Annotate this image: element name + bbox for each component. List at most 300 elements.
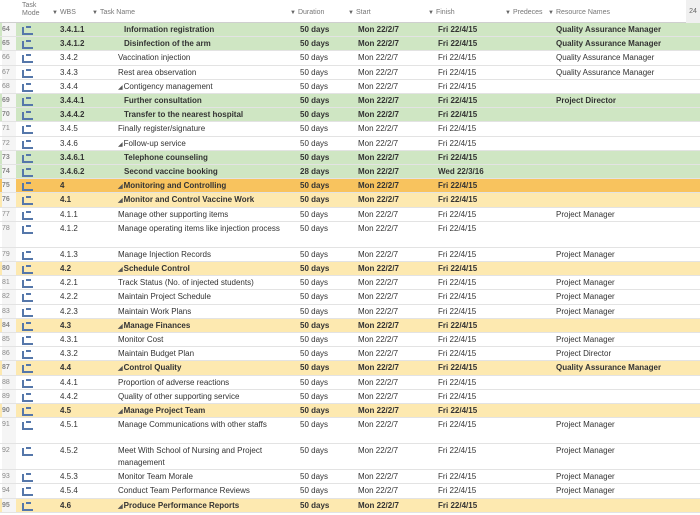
start-cell[interactable] — [358, 470, 428, 484]
wbs-cell[interactable] — [60, 404, 115, 418]
duration-cell-text: 50 days — [300, 264, 330, 273]
start-cell[interactable] — [358, 404, 428, 418]
collapse-triangle-icon[interactable]: ◢ — [118, 84, 123, 91]
start-cell[interactable] — [358, 390, 428, 404]
task-name-cell[interactable] — [118, 390, 288, 404]
start-cell[interactable] — [358, 80, 428, 94]
header-predecessors[interactable]: ▼ Predeces — [505, 9, 543, 16]
row-number[interactable] — [2, 80, 16, 93]
finish-cell[interactable] — [438, 499, 508, 513]
wbs-cell[interactable] — [60, 94, 115, 108]
table-row[interactable] — [0, 404, 700, 418]
duration-cell[interactable] — [300, 193, 350, 207]
resource-names-cell[interactable] — [556, 208, 696, 222]
duration-cell[interactable] — [300, 222, 350, 236]
wbs-cell[interactable] — [60, 37, 115, 51]
start-cell[interactable] — [358, 137, 428, 151]
task-name-cell[interactable] — [118, 193, 288, 209]
start-cell[interactable] — [358, 222, 428, 236]
finish-cell[interactable] — [438, 470, 508, 484]
finish-cell[interactable] — [438, 108, 508, 122]
finish-cell[interactable] — [438, 80, 508, 94]
start-cell-text: Mon 22/2/7 — [358, 264, 399, 273]
start-cell[interactable] — [358, 333, 428, 347]
finish-cell[interactable] — [438, 66, 508, 80]
duration-cell[interactable] — [300, 165, 350, 179]
resource-names-cell[interactable] — [556, 347, 696, 361]
header-finish[interactable]: ▼ Finish — [428, 9, 455, 16]
start-cell[interactable] — [358, 376, 428, 390]
resource-names-cell[interactable] — [556, 290, 696, 304]
collapse-triangle-icon[interactable]: ◢ — [118, 198, 123, 205]
duration-cell-text: 50 days — [300, 209, 329, 219]
start-cell[interactable] — [358, 290, 428, 304]
wbs-cell[interactable] — [60, 108, 115, 122]
start-cell[interactable] — [358, 418, 428, 432]
row-number[interactable] — [2, 319, 16, 332]
finish-cell[interactable] — [438, 333, 508, 347]
resource-names-cell[interactable] — [556, 248, 696, 262]
resource-names-cell[interactable] — [556, 444, 696, 458]
resource-names-cell[interactable] — [556, 305, 696, 319]
start-cell[interactable] — [358, 444, 428, 458]
task-name-cell[interactable] — [118, 499, 288, 515]
resource-names-cell[interactable] — [556, 66, 696, 80]
wbs-cell[interactable] — [60, 122, 115, 136]
task-name-cell[interactable] — [118, 165, 294, 179]
table-row[interactable] — [0, 347, 700, 361]
table-row[interactable] — [0, 361, 700, 375]
start-cell[interactable] — [358, 499, 428, 513]
table-row[interactable] — [0, 108, 700, 122]
row-number[interactable] — [2, 23, 16, 36]
finish-cell[interactable] — [438, 193, 508, 207]
duration-cell[interactable] — [300, 376, 350, 390]
start-cell[interactable] — [358, 276, 428, 290]
task-name-text: Information registration — [124, 25, 215, 34]
task-name-cell[interactable] — [118, 419, 288, 431]
finish-cell[interactable] — [438, 94, 508, 108]
start-cell[interactable] — [358, 248, 428, 262]
auto-scheduled-icon — [22, 380, 33, 388]
collapse-triangle-icon[interactable]: ◢ — [118, 184, 123, 191]
table-row[interactable] — [0, 305, 700, 319]
table-row[interactable] — [0, 390, 700, 404]
row-number[interactable] — [2, 108, 16, 121]
resource-names-cell[interactable] — [556, 470, 696, 484]
row-number[interactable] — [2, 347, 16, 360]
finish-cell[interactable] — [438, 179, 508, 193]
table-row[interactable] — [0, 137, 700, 151]
finish-cell[interactable] — [438, 319, 508, 333]
wbs-cell[interactable] — [60, 80, 115, 94]
header-task-mode[interactable]: Task Mode — [22, 2, 40, 17]
wbs-cell[interactable] — [60, 208, 115, 222]
task-name-cell[interactable] — [118, 108, 294, 122]
row-number[interactable] — [2, 37, 16, 50]
task-name-text: Maintain Work Plans — [118, 306, 192, 316]
duration-cell[interactable] — [300, 179, 350, 193]
dropdown-arrow-icon[interactable]: ▼ — [92, 10, 98, 16]
duration-cell[interactable] — [300, 333, 350, 347]
row-number[interactable] — [2, 165, 16, 178]
duration-cell[interactable] — [300, 94, 350, 108]
finish-cell[interactable] — [438, 122, 508, 136]
duration-cell[interactable] — [300, 418, 350, 432]
task-name-cell[interactable] — [118, 333, 288, 347]
finish-cell[interactable] — [438, 390, 508, 404]
auto-scheduled-icon — [22, 474, 33, 482]
wbs-cell[interactable] — [60, 179, 115, 193]
task-name-cell[interactable] — [118, 290, 288, 304]
row-number-text: 69 — [2, 97, 10, 104]
task-name-cell[interactable] — [118, 122, 288, 136]
table-row[interactable] — [0, 499, 700, 513]
start-cell[interactable] — [358, 179, 428, 193]
duration-cell[interactable] — [300, 80, 350, 94]
resource-names-cell-text: Project Manager — [556, 249, 615, 259]
header-start[interactable]: ▼ Start — [348, 9, 371, 16]
row-number[interactable] — [2, 390, 16, 403]
resource-names-cell-text: Project Manager — [556, 446, 615, 456]
dropdown-arrow-icon[interactable]: ▼ — [52, 10, 58, 16]
header-task-name[interactable]: ▼ Task Name — [92, 9, 135, 16]
wbs-cell-text: 3.4.3 — [60, 67, 78, 77]
table-row[interactable] — [0, 165, 700, 179]
task-name-cell[interactable] — [118, 223, 288, 235]
row-number[interactable] — [2, 66, 16, 79]
wbs-cell[interactable] — [60, 137, 115, 151]
table-row[interactable] — [0, 94, 700, 108]
header-resource-names[interactable]: ▼ Resource Names — [548, 9, 611, 16]
resource-names-cell[interactable] — [556, 418, 696, 432]
task-name-text: Further consultation — [124, 96, 202, 105]
table-row[interactable] — [0, 262, 700, 276]
duration-cell[interactable] — [300, 361, 350, 375]
table-row[interactable] — [0, 444, 700, 470]
wbs-cell[interactable] — [60, 290, 115, 304]
finish-cell[interactable] — [438, 165, 508, 179]
start-cell[interactable] — [358, 208, 428, 222]
start-cell[interactable] — [358, 319, 428, 333]
duration-cell[interactable] — [300, 23, 350, 37]
row-number[interactable] — [2, 122, 16, 135]
collapse-triangle-icon[interactable]: ◢ — [118, 366, 123, 373]
task-name-cell[interactable] — [118, 262, 288, 278]
duration-cell-text: 50 days — [300, 335, 329, 344]
wbs-cell[interactable] — [60, 23, 115, 37]
finish-cell[interactable] — [438, 418, 508, 432]
finish-cell[interactable] — [438, 347, 508, 361]
task-mode-cell[interactable] — [22, 222, 38, 239]
row-number[interactable] — [2, 179, 16, 192]
resource-names-cell-text: Project Manager — [556, 278, 615, 288]
finish-cell-text: Fri 22/4/15 — [438, 209, 477, 219]
start-cell[interactable] — [358, 262, 428, 276]
start-cell[interactable] — [358, 122, 428, 136]
table-row[interactable] — [0, 319, 700, 333]
table-row[interactable] — [0, 23, 700, 37]
duration-cell[interactable] — [300, 208, 350, 222]
table-row[interactable] — [0, 248, 700, 262]
table-row[interactable] — [0, 333, 700, 347]
task-name-cell[interactable] — [118, 179, 288, 195]
row-number[interactable] — [2, 51, 16, 64]
duration-cell[interactable] — [300, 390, 350, 404]
row-number[interactable] — [2, 151, 16, 164]
task-name-cell[interactable] — [118, 151, 294, 165]
duration-cell-text: 50 days — [300, 500, 330, 510]
task-name-cell[interactable] — [118, 137, 288, 153]
table-row[interactable] — [0, 276, 700, 290]
task-name-text: Monitor Cost — [118, 335, 164, 344]
finish-cell[interactable] — [438, 151, 508, 165]
finish-cell[interactable] — [438, 248, 508, 262]
row-number[interactable] — [2, 290, 16, 303]
row-number[interactable] — [2, 276, 16, 289]
duration-cell[interactable] — [300, 66, 350, 80]
table-row[interactable] — [0, 80, 700, 94]
task-name-cell[interactable] — [118, 484, 288, 498]
task-name-cell[interactable] — [118, 37, 294, 51]
resource-names-cell[interactable] — [556, 333, 696, 347]
row-number[interactable] — [2, 193, 16, 206]
start-cell[interactable] — [358, 23, 428, 37]
start-cell-text: Mon 22/2/7 — [358, 81, 399, 91]
task-name-cell[interactable] — [118, 80, 288, 96]
start-cell[interactable] — [358, 165, 428, 179]
duration-cell[interactable] — [300, 347, 350, 361]
dropdown-arrow-icon[interactable]: ▼ — [428, 10, 434, 16]
finish-cell[interactable] — [438, 23, 508, 37]
table-row[interactable] — [0, 470, 700, 484]
row-number-text: 78 — [2, 224, 10, 232]
start-cell[interactable] — [358, 347, 428, 361]
wbs-cell[interactable] — [60, 305, 115, 319]
finish-cell[interactable] — [438, 262, 508, 276]
row-number[interactable] — [2, 444, 16, 469]
table-row[interactable] — [0, 37, 700, 51]
resource-names-cell[interactable] — [556, 361, 696, 375]
collapse-triangle-icon[interactable]: ◢ — [118, 323, 123, 330]
start-cell-text: Mon 22/2/7 — [358, 209, 399, 219]
start-cell[interactable] — [358, 484, 428, 498]
dropdown-arrow-icon[interactable]: ▼ — [290, 10, 296, 16]
finish-cell[interactable] — [438, 404, 508, 418]
duration-cell[interactable] — [300, 108, 350, 122]
wbs-cell[interactable] — [60, 276, 115, 290]
start-cell[interactable] — [358, 361, 428, 375]
wbs-cell-text: 4.5.2 — [60, 446, 78, 456]
task-name-cell[interactable] — [118, 347, 288, 361]
row-number[interactable] — [2, 470, 16, 483]
wbs-cell[interactable] — [60, 66, 115, 80]
resource-names-cell[interactable] — [556, 94, 696, 108]
row-number[interactable] — [2, 418, 16, 443]
start-cell[interactable] — [358, 305, 428, 319]
finish-cell[interactable] — [438, 276, 508, 290]
finish-cell-text: Fri 22/4/15 — [438, 181, 478, 191]
finish-cell[interactable] — [438, 37, 508, 51]
wbs-cell[interactable] — [60, 151, 115, 165]
row-number[interactable] — [2, 333, 16, 346]
duration-cell[interactable] — [300, 262, 350, 276]
wbs-cell[interactable] — [60, 347, 115, 361]
resource-names-cell[interactable] — [556, 484, 696, 498]
start-cell[interactable] — [358, 94, 428, 108]
wbs-cell[interactable] — [60, 361, 115, 375]
start-cell[interactable] — [358, 51, 428, 65]
row-number[interactable] — [2, 248, 16, 261]
header-duration[interactable]: ▼ Duration — [290, 9, 325, 16]
task-name-cell[interactable] — [118, 404, 288, 420]
task-mode-cell[interactable] — [22, 499, 38, 515]
task-name-cell[interactable] — [118, 445, 288, 468]
row-number[interactable] — [2, 208, 16, 221]
duration-cell[interactable] — [300, 305, 350, 319]
task-name-cell[interactable] — [118, 248, 288, 262]
task-name-cell[interactable] — [118, 276, 288, 290]
collapse-triangle-icon[interactable]: ◢ — [118, 503, 123, 510]
duration-cell[interactable] — [300, 276, 350, 290]
row-number[interactable] — [2, 305, 16, 318]
task-name-text: Conduct Team Performance Reviews — [118, 486, 250, 496]
table-row[interactable] — [0, 151, 700, 165]
resource-names-cell[interactable] — [556, 23, 696, 37]
duration-cell[interactable] — [300, 319, 350, 333]
table-row[interactable] — [0, 122, 700, 136]
start-cell[interactable] — [358, 193, 428, 207]
table-row[interactable] — [0, 290, 700, 304]
dropdown-arrow-icon[interactable]: ▼ — [505, 10, 511, 16]
table-row[interactable] — [0, 418, 700, 444]
duration-cell[interactable] — [300, 151, 350, 165]
resource-names-cell[interactable] — [556, 51, 696, 65]
table-row[interactable] — [0, 376, 700, 390]
start-cell[interactable] — [358, 108, 428, 122]
row-number[interactable] — [2, 94, 16, 107]
row-number[interactable] — [2, 484, 16, 497]
task-name-cell[interactable] — [118, 208, 288, 222]
finish-cell[interactable] — [438, 361, 508, 375]
task-name-cell[interactable] — [118, 376, 288, 390]
row-number[interactable] — [2, 262, 16, 275]
task-mode-cell[interactable] — [22, 444, 38, 461]
wbs-cell[interactable] — [60, 333, 115, 347]
task-name-cell[interactable] — [118, 51, 288, 65]
finish-cell[interactable] — [438, 51, 508, 65]
wbs-cell[interactable] — [60, 248, 115, 262]
task-name-cell[interactable] — [118, 305, 288, 319]
table-row[interactable] — [0, 66, 700, 80]
start-cell[interactable] — [358, 66, 428, 80]
wbs-cell[interactable] — [60, 390, 115, 404]
resource-names-cell[interactable] — [556, 276, 696, 290]
row-number[interactable] — [2, 376, 16, 389]
row-number-text: 87 — [2, 364, 10, 372]
task-name-text: Second vaccine booking — [124, 167, 218, 176]
finish-cell[interactable] — [438, 305, 508, 319]
task-name-cell[interactable] — [118, 94, 294, 108]
finish-cell[interactable] — [438, 290, 508, 304]
duration-cell[interactable] — [300, 484, 350, 498]
finish-cell[interactable] — [438, 376, 508, 390]
finish-cell[interactable] — [438, 208, 508, 222]
wbs-cell[interactable] — [60, 470, 115, 484]
task-name-text: Manage Communications with other staffs — [118, 420, 267, 430]
table-row[interactable] — [0, 193, 700, 207]
resource-names-cell-text: Quality Assurance Manager — [556, 67, 655, 77]
wbs-cell[interactable] — [60, 444, 115, 458]
collapse-triangle-icon[interactable]: ◢ — [118, 409, 123, 415]
row-number[interactable] — [2, 137, 16, 150]
resource-names-cell[interactable] — [556, 37, 696, 51]
table-row[interactable] — [0, 179, 700, 193]
duration-cell-text: 50 days — [300, 446, 329, 456]
dropdown-arrow-icon[interactable]: ▼ — [348, 10, 354, 16]
collapse-triangle-icon[interactable]: ◢ — [118, 141, 123, 148]
wbs-cell[interactable] — [60, 484, 115, 498]
task-name-cell[interactable] — [118, 470, 288, 484]
wbs-cell[interactable] — [60, 418, 115, 432]
task-mode-cell[interactable] — [22, 418, 38, 435]
duration-cell[interactable] — [300, 248, 350, 262]
header-wbs[interactable]: ▼ WBS — [52, 9, 76, 16]
auto-scheduled-icon — [22, 365, 33, 373]
duration-cell[interactable] — [300, 37, 350, 51]
task-name-cell[interactable] — [118, 66, 288, 80]
wbs-cell[interactable] — [60, 51, 115, 65]
row-number[interactable] — [2, 404, 16, 417]
table-row[interactable] — [0, 222, 700, 248]
duration-cell-text: 50 days — [300, 53, 329, 63]
duration-cell[interactable] — [300, 122, 350, 136]
duration-cell[interactable] — [300, 137, 350, 151]
task-name-cell[interactable] — [118, 319, 288, 335]
duration-cell[interactable] — [300, 290, 350, 304]
duration-cell[interactable] — [300, 51, 350, 65]
row-number[interactable] — [2, 361, 16, 374]
wbs-cell[interactable] — [60, 319, 115, 333]
finish-cell[interactable] — [438, 444, 508, 458]
wbs-cell[interactable] — [60, 165, 115, 179]
start-cell[interactable] — [358, 151, 428, 165]
wbs-cell[interactable] — [60, 193, 115, 207]
finish-cell[interactable] — [438, 484, 508, 498]
wbs-cell[interactable] — [60, 262, 115, 276]
row-number[interactable] — [2, 222, 16, 247]
finish-cell[interactable] — [438, 137, 508, 151]
duration-cell[interactable] — [300, 470, 350, 484]
duration-cell[interactable] — [300, 499, 350, 513]
duration-cell[interactable] — [300, 404, 350, 418]
wbs-cell-text: 4.4.1 — [60, 377, 78, 387]
wbs-cell[interactable] — [60, 376, 115, 390]
start-cell[interactable] — [358, 37, 428, 51]
finish-cell-text: Fri 22/4/15 — [438, 195, 478, 205]
duration-cell[interactable] — [300, 444, 350, 458]
collapse-triangle-icon[interactable]: ◢ — [118, 267, 123, 273]
wbs-cell[interactable] — [60, 222, 115, 236]
task-name-cell[interactable] — [118, 361, 288, 377]
table-row[interactable] — [0, 484, 700, 498]
task-name-cell[interactable] — [118, 23, 294, 37]
table-row[interactable] — [0, 208, 700, 222]
table-row[interactable] — [0, 51, 700, 65]
finish-cell[interactable] — [438, 222, 508, 236]
dropdown-arrow-icon[interactable]: ▼ — [548, 10, 554, 16]
wbs-cell[interactable] — [60, 499, 115, 513]
